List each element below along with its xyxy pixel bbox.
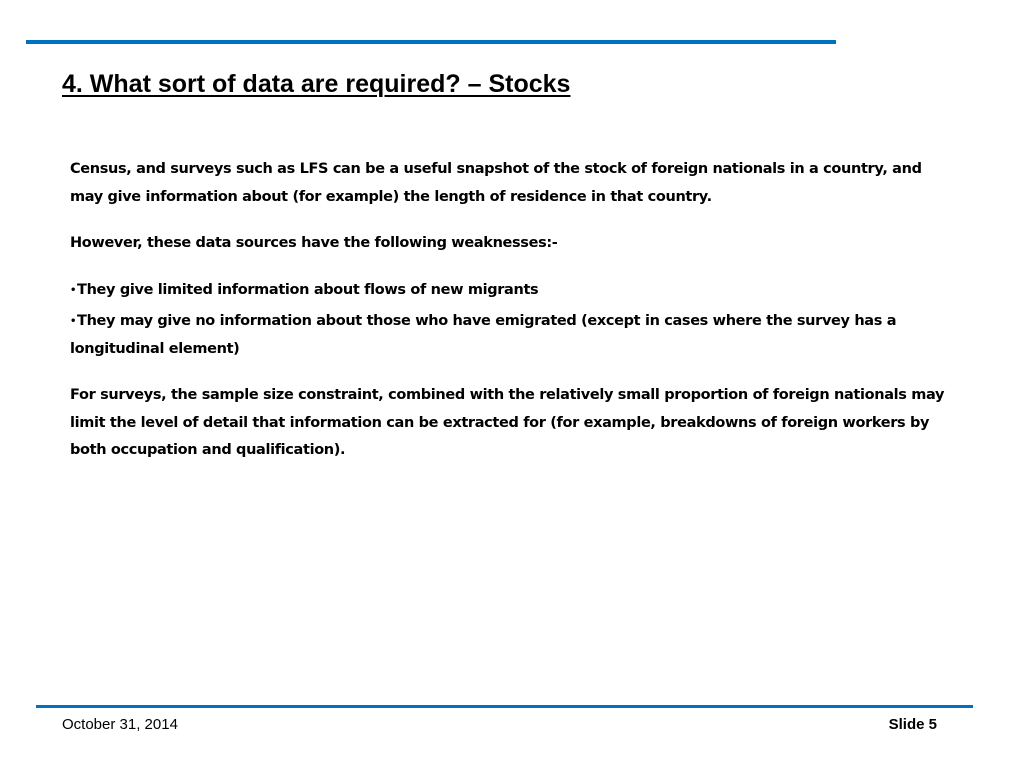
bullet-item (70, 308, 950, 363)
bullet-dot-icon: • (70, 316, 77, 327)
weaknesses-bullet-list (70, 277, 950, 364)
footer-slide-number (889, 716, 937, 734)
bullet-item-text: They give limited information about flows of new migrants (77, 281, 539, 298)
bullet-item (70, 277, 950, 305)
slide-body (70, 156, 950, 484)
body-paragraph-weaknesses-intro: However, these data sources have the following weaknesses:- (70, 235, 558, 251)
slide-number: 5 (928, 716, 937, 733)
slide-title: 4. What sort of data are required? – Stocks (62, 70, 571, 98)
footer-date: October 31, 2014 (62, 716, 178, 733)
slide-label: Slide (888, 716, 925, 733)
bullet-item-text: They may give no information about those who have emigrated (except in cases where the survey has a longitudinal element) (70, 313, 897, 357)
body-paragraph-census: Census, and surveys such as LFS can be a useful snapshot of the stock of foreign nationals in a country, and may give information about (for example) the length of residence in that country. (70, 161, 922, 205)
header-divider-line (26, 40, 836, 44)
bullet-dot-icon: • (70, 284, 77, 296)
footer-divider-line (36, 705, 973, 708)
body-paragraph-surveys: For surveys, the sample size constraint, combined with the relatively small proportion of foreign nationals may limit the level of detail that information can be extracted for (for example, breakdowns of foreign workers by both occupation and qualification). (70, 387, 945, 458)
